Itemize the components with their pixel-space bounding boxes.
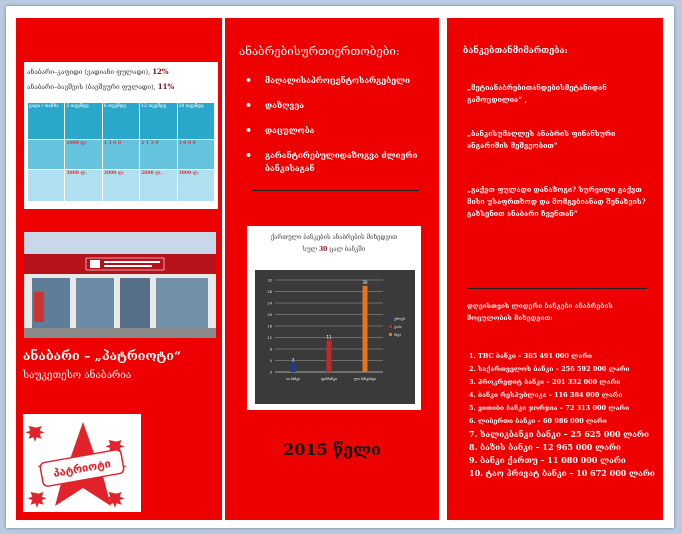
rate-line-2 <box>27 82 174 91</box>
divider <box>251 190 419 191</box>
list-item: • მაღალისაპროცენტოსარგებელი <box>245 74 439 87</box>
table-cell: ვადა / თანხა <box>28 103 65 140</box>
divider <box>467 288 647 289</box>
x-tick-label: ლი ბანკისტი <box>353 377 377 381</box>
list-item: 5. ვითიბი ბანკი ჯორჯია – 72 313 000 ლარი <box>469 404 630 412</box>
section-title: ბანკებთანმიმართება: <box>463 46 568 56</box>
y-tick-label: 12 <box>267 336 272 340</box>
right-panel <box>447 18 663 520</box>
chart-title-line: ცალ ბანკში <box>327 246 366 253</box>
list-item: 2. საქართველოს ბანკი – 256 592 000 ლარი <box>469 365 630 373</box>
left-panel <box>16 18 222 520</box>
rate-label: ანაბარი–ბავშვის (ბავშვური ფულადი), <box>27 83 158 91</box>
list-item: 3. პროკრედიტ ბანკი – 201 332 000 ლარი <box>469 378 621 386</box>
bank-branch-photo <box>24 232 216 338</box>
table-cell: 12 თვემდე <box>140 103 177 140</box>
chart-title <box>255 232 413 256</box>
quote-text: „ბანკისუმაღლეს ანაბრის ფინანსური ანგარიშის მეშვეობით“ <box>467 129 616 150</box>
services-title: ანაბრებისურთიერთობები: <box>239 44 400 58</box>
table-cell: 6 თვემდე <box>102 103 139 140</box>
list-item: 1. TBC ბანკი – 385 491 000 ლარი <box>469 352 593 360</box>
y-tick-label: 32 <box>267 278 272 283</box>
table-cell <box>28 169 65 201</box>
legend-swatch <box>389 317 392 320</box>
table-cell <box>28 139 65 169</box>
year-label: 2015 წელი <box>283 440 381 459</box>
chart-bar <box>363 286 368 372</box>
data-label: 30 <box>362 279 368 285</box>
list-item: 6. ლიბერთი ბანკი – 60 986 000 ლარი <box>469 417 607 425</box>
deposit-name: ანაბარი – „პატრიოტი“ <box>23 348 182 363</box>
list-item: • გარანტირებულიდაზოგვა ძლიერი ბანკისაგან <box>245 149 439 175</box>
table-cell: 1000 ლ. <box>65 139 102 169</box>
table-cell: 3 თვემდე <box>65 103 102 140</box>
legend-label: სხვა <box>394 333 402 337</box>
list-item: 4. ბანკი რესპუბლიკა – 116 384 000 ლარი <box>469 391 623 399</box>
chart-title-value: 30 <box>318 246 328 253</box>
table-row <box>28 169 215 201</box>
chart-bar <box>291 363 296 372</box>
chart-bar <box>327 340 332 372</box>
patriot-logo <box>23 414 141 512</box>
bank-ranking-list <box>469 350 655 480</box>
table-cell: 3 0 0 0 <box>177 139 214 169</box>
y-tick-label: 28 <box>267 290 272 294</box>
bar-chart <box>255 270 415 404</box>
y-tick-label: 20 <box>267 313 272 317</box>
table-cell: 2000 ლ. <box>140 169 177 201</box>
x-tick-label: ფინბანკი <box>321 377 337 381</box>
table-cell: 1 5 0 0 <box>102 139 139 169</box>
chart-title-line: სულ <box>302 246 319 253</box>
services-list <box>245 74 439 187</box>
legend-label: ტიპი <box>394 325 402 329</box>
brochure-page <box>6 6 674 528</box>
ranking-intro: დღეისთვის ლიდერი ბანკები ანაბრების მოცულობის მიხედვით: <box>467 302 613 322</box>
chart-card <box>247 226 421 410</box>
rate-value: 11% <box>157 82 175 91</box>
table-row <box>28 139 215 169</box>
legend-swatch <box>389 333 392 336</box>
list-item: • დაზღვეა <box>245 99 439 112</box>
quote-text: „მეტიანაბრებითანდებისმეტანიდან გამოცდილია“ , <box>467 83 607 104</box>
y-tick-label: 16 <box>267 324 272 329</box>
chart-title-line: ქართული ბანკების ანაბრების მიხედვით <box>270 234 398 241</box>
data-label: 3 <box>291 357 295 363</box>
y-tick-label: 0 <box>269 370 272 375</box>
legend-label: ეროვნ. <box>394 317 406 321</box>
table-cell: 3000 ლ. <box>102 169 139 201</box>
logo-text: პატრიოტი <box>52 457 112 480</box>
rate-value: 12% <box>152 67 169 76</box>
y-tick-label: 24 <box>267 301 272 306</box>
rate-label: ანაბარი–კაფიდი (ვადიანი ფულადი), <box>27 68 153 76</box>
legend-swatch <box>389 325 392 328</box>
deposit-slogan: საუკეთესო ანაბარია <box>23 370 132 381</box>
rates-table <box>27 102 215 202</box>
bar-chart-svg <box>255 270 415 404</box>
data-label: 11 <box>326 334 332 340</box>
list-item: 10. ტაო პრივატ ბანკი – 10 672 000 ლარი <box>469 468 655 478</box>
list-item: 8. ბაზის ბანკი – 12 965 000 ლარი <box>469 442 621 452</box>
middle-panel <box>225 18 439 520</box>
list-item: 9. ბანკი ქართუ – 11 080 000 ლარი <box>469 455 626 465</box>
interest-rates-card <box>24 62 218 209</box>
table-cell: 24 თვემდე <box>177 103 214 140</box>
table-header-row <box>28 103 215 140</box>
list-item: • დაცულობა <box>245 124 439 137</box>
y-tick-label: 8 <box>269 347 272 352</box>
table-cell: 3000 ლ. <box>177 169 214 201</box>
rate-line-1 <box>27 67 169 76</box>
list-item: 7. ხალიკბანკი ბანკი – 25 625 000 ლარი <box>469 429 649 439</box>
y-tick-label: 4 <box>269 359 272 363</box>
table-cell: 3000 ლ. <box>65 169 102 201</box>
x-tick-label: აი ბანკი <box>285 377 301 381</box>
table-cell: 2 1 3 0 <box>140 139 177 169</box>
quote-text: „გაქვთ ფულადი დანაზოგი? სურვილი გაქვთ მისი უსაფრთხოდ და მომგებიანად შენახვის? გახსენით ანაბარი ჩვენთან“ <box>467 185 646 218</box>
